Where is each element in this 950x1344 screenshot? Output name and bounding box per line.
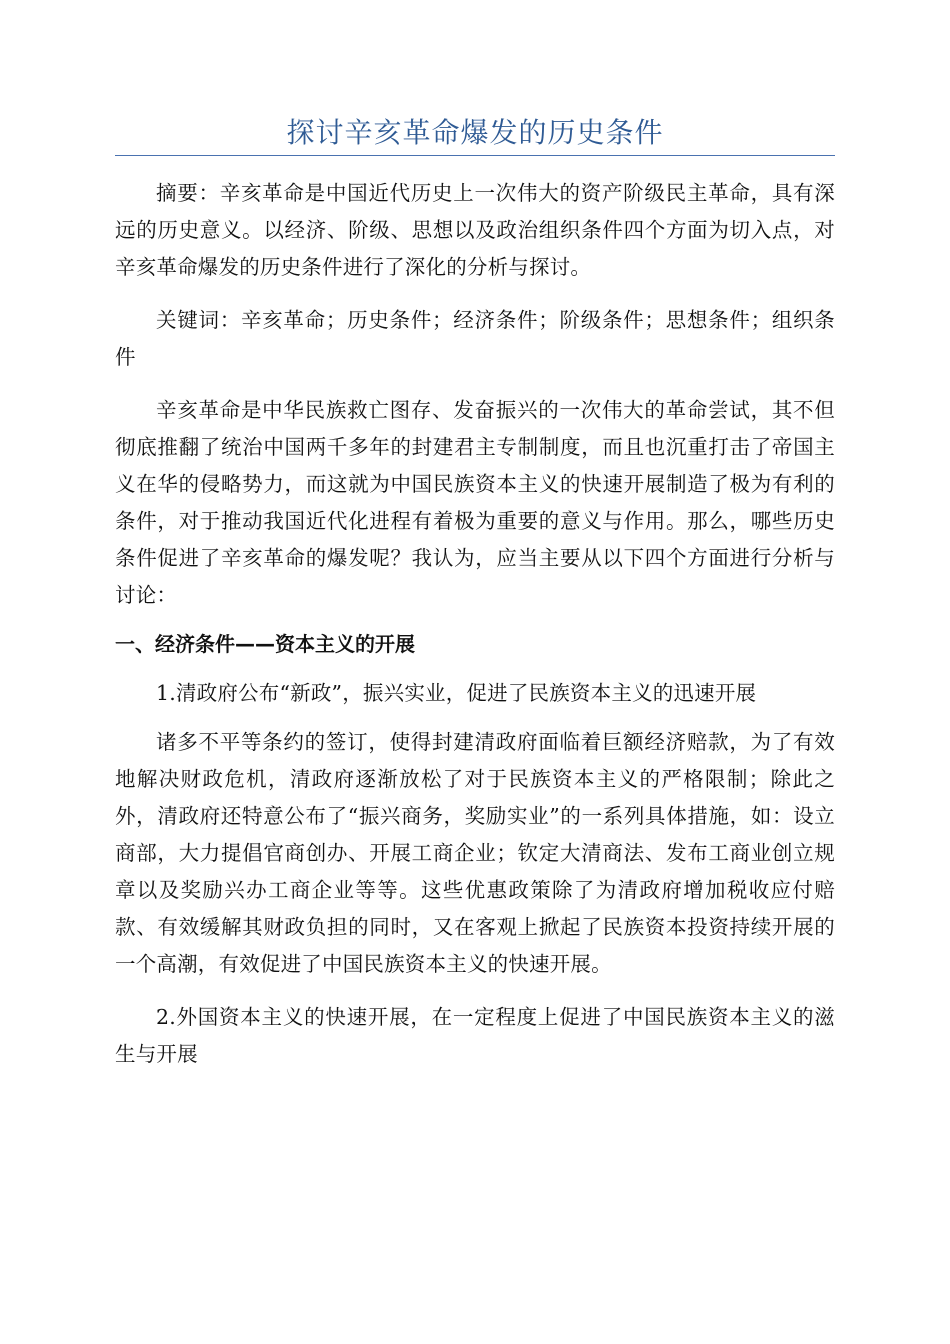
abstract-paragraph: 摘要：辛亥革命是中国近代历史上一次伟大的资产阶级民主革命，具有深远的历史意义。以经济、阶级、思想以及政治组织条件四个方面为切入点，对辛亥革命爆发的历史条件进行了深化的分析与探讨。	[115, 181, 835, 279]
title-underline	[115, 155, 835, 156]
subsection-point-1: 1.清政府公布“新政”，振兴实业，促进了民族资本主义的迅速开展	[156, 681, 757, 705]
section-heading-economy: 一、经济条件——资本主义的开展	[115, 632, 415, 656]
document-title: 探讨辛亥革命爆发的历史条件	[286, 116, 664, 149]
keywords-paragraph: 关键词：辛亥革命；历史条件；经济条件；阶级条件；思想条件；组织条件	[115, 308, 835, 369]
point-1-body-paragraph: 诸多不平等条约的签订，使得封建清政府面临着巨额经济赔款，为了有效地解决财政危机，清政府逐渐放松了对于民族资本主义的严格限制；除此之外，清政府还特意公布了“振兴商务，奖励实业”的一系列具体措施，如：设立商部，大力提倡官商创办、开展工商企业；钦定大清商法、发布工商业创立规章以及奖励兴办工商企业等等。这些优惠政策除了为清政府增加税收应付赔款、有效缓解其财政负担的同时，又在客观上掀起了民族资本投资持续开展的一个高潮，有效促进了中国民族资本主义的快速开展。	[115, 730, 835, 976]
subsection-point-2: 2.外国资本主义的快速开展，在一定程度上促进了中国民族资本主义的滋生与开展	[115, 1005, 835, 1066]
intro-paragraph: 辛亥革命是中华民族救亡图存、发奋振兴的一次伟大的革命尝试，其不但彻底推翻了统治中国两千多年的封建君主专制制度，而且也沉重打击了帝国主义在华的侵略势力，而这就为中国民族资本主义的快速开展制造了极为有利的条件，对于推动我国近代化进程有着极为重要的意义与作用。那么，哪些历史条件促进了辛亥革命的爆发呢？我认为，应当主要从以下四个方面进行分析与讨论：	[115, 398, 835, 607]
document-body	[115, 175, 835, 1073]
